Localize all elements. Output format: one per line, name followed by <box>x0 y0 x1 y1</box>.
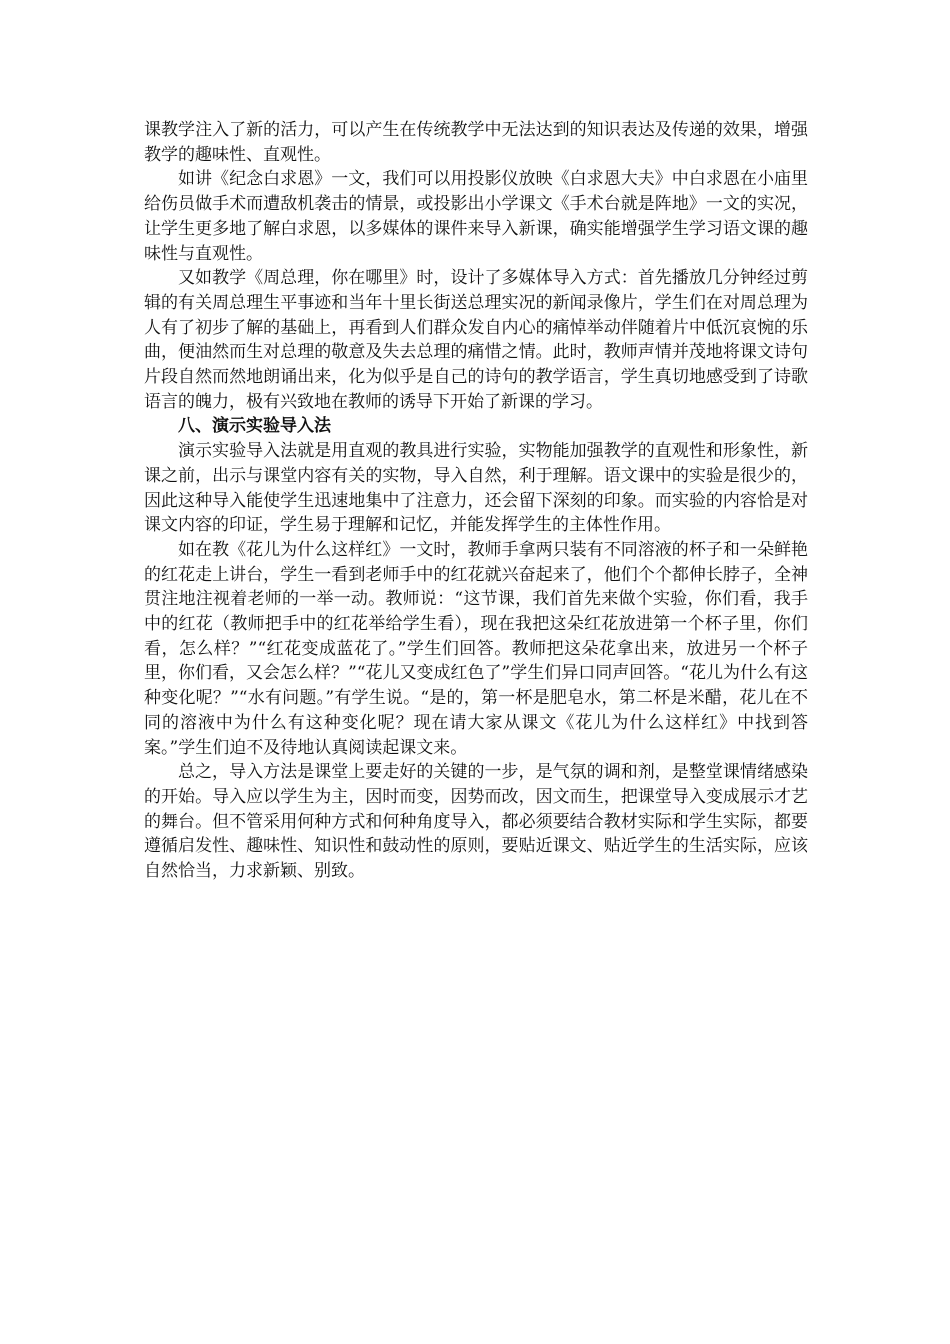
paragraph-experiment-method: 演示实验导入法就是用直观的教具进行实验，实物能加强教学的直观性和形象性，新课之前，出示与课堂内容有关的实物，导入自然，利于理解。语文课中的实验是很少的，因此这种导入能使学生迅速地集中了注意力，还会留下深刻的印象。而实验的内容恰是对课文内容的印证，学生易于理解和记忆，并能发挥学生的主体性作用。 <box>144 441 808 536</box>
section-heading: 八、演示实验导入法 <box>178 416 331 437</box>
document-page <box>144 118 808 884</box>
paragraph-summary: 总之，导入方法是课堂上要走好的关键的一步，是气氛的调和剂，是整堂课情绪感染的开始。导入应以学生为主，因时而变，因势而改，因文而生，把课堂导入变成展示才艺的舞台。但不管采用何种方式和何种角度导入，都必须要结合教材实际和学生实际，都要遵循启发性、趣味性、知识性和鼓动性的原则，要贴近课文、贴近学生的生活实际，应该自然恰当，力求新颖、别致。 <box>144 762 808 882</box>
paragraph-zhou-example: 又如教学《周总理，你在哪里》时，设计了多媒体导入方式：首先播放几分钟经过剪辑的有关周总理生平事迹和当年十里长街送总理实况的新闻录像片，学生们在对周总理为人有了初步了解的基础上，再看到人们群众发自内心的痛悼举动伴随着片中低沉哀惋的乐曲，便油然而生对总理的敬意及失去总理的痛惜之情。此时，教师声情并茂地将课文诗句片段自然而然地朗诵出来，化为似乎是自己的诗句的教学语言，学生真切地感受到了诗歌语言的魄力，极有兴致地在教师的诱导下开始了新课的学习。 <box>144 268 808 412</box>
paragraph-bethune-example: 如讲《纪念白求恩》一文，我们可以用投影仪放映《白求恩大夫》中白求恩在小庙里给伤员做手术而遭敌机袭击的情景，或投影出小学课文《手术台就是阵地》一文的实况，让学生更多地了解白求恩，以多媒体的课件来导入新课，确实能增强学生学习语文课的趣味性与直观性。 <box>144 169 808 264</box>
paragraph-flower-example: 如在教《花儿为什么这样红》一文时，教师手拿两只装有不同溶液的杯子和一朵鲜艳的红花走上讲台，学生一看到老师手中的红花就兴奋起来了，他们个个都伸长脖子，全神贯注地注视着老师的一举一动。教师说：“这节课，我们首先来做个实验，你们看，我手中的红花（教师把手中的红花举给学生看），现在我把这朵红花放进第一个杯子里，你们看，怎么样？”“红花变成蓝花了。”学生们回答。教师把这朵花拿出来，放进另一个杯子里，你们看，又会怎么样？”“花儿又变成红色了”学生们异口同声回答。“花儿为什么有这种变化呢？”“水有问题。”有学生说。“是的，第一杯是肥皂水，第二杯是米醋，花儿在不同的溶液中为什么有这种变化呢？现在请大家从课文《花儿为什么这样红》中找到答案。”学生们迫不及待地认真阅读起课文来。 <box>144 539 808 758</box>
paragraph-continuation: 课教学注入了新的活力，可以产生在传统教学中无法达到的知识表达及传递的效果，增强教学的趣味性、直观性。 <box>144 120 808 165</box>
